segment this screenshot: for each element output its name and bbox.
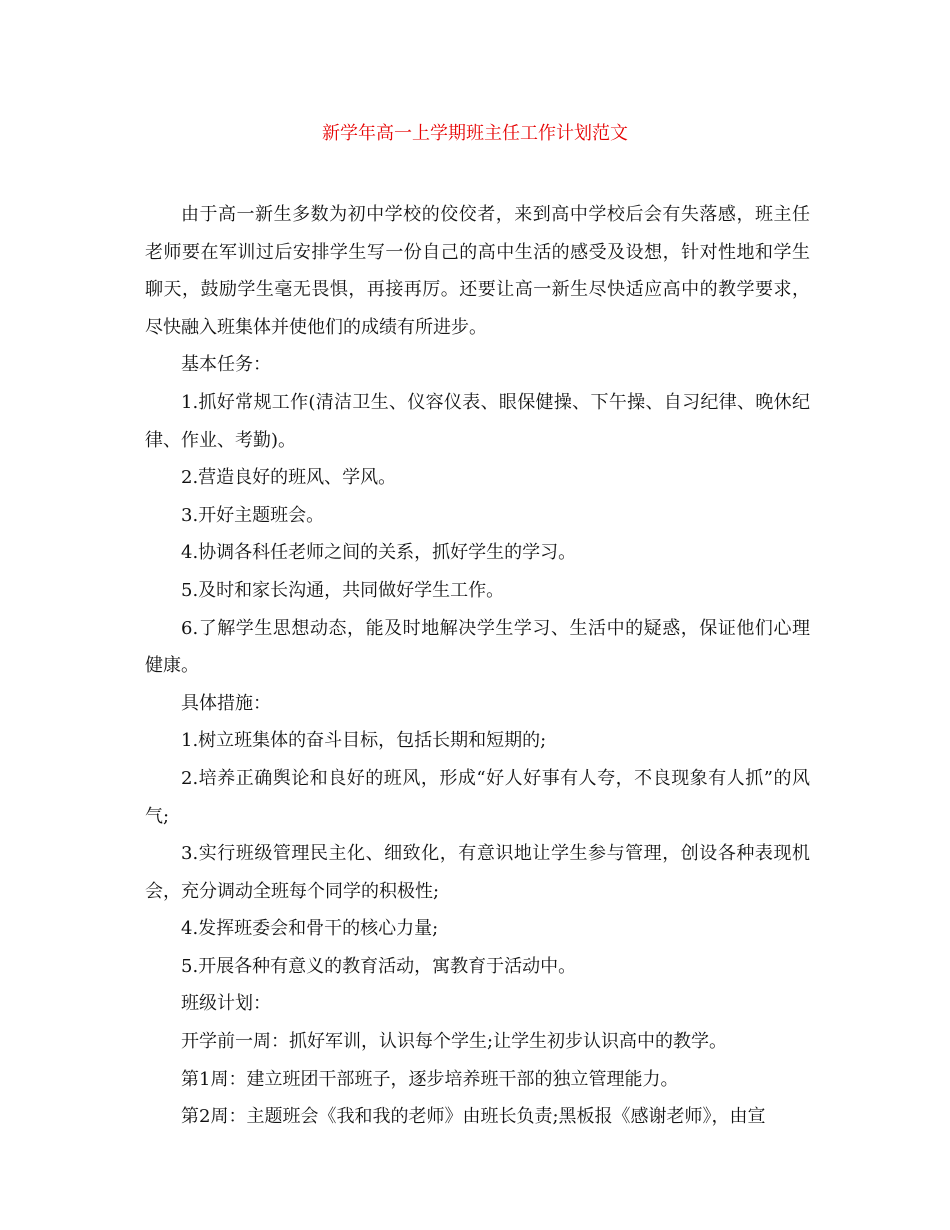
section-heading-class-plan: 班级计划： xyxy=(181,993,271,1015)
measure-item-1: 1.树立班集体的奋斗目标，包括长期和短期的; xyxy=(181,730,547,752)
section-heading-basic-tasks: 基本任务： xyxy=(181,354,271,376)
intro-paragraph: 由于高一新生多数为初中学校的佼佼者，来到高中学校后会有失落感，班主任老师要在军训过后安排学生写一份自己的高中生活的感受及设想，针对性地和学生聊天，鼓励学生毫无畏惧，再接再厉。还要让高一新生尽快适应高中的教学要求，尽快融入班集体并使他们的成绩有所进步。 xyxy=(145,204,810,338)
document-body xyxy=(145,196,810,1136)
task-item-6: 6.了解学生思想动态，能及时地解决学生学习、生活中的疑惑，保证他们心理健康。 xyxy=(145,617,810,677)
measure-item-5: 5.开展各种有意义的教育活动，寓教育于活动中。 xyxy=(181,955,577,977)
measure-item-3: 3.实行班级管理民主化、细致化，有意识地让学生参与管理，创设各种表现机会，充分调动全班每个同学的积极性; xyxy=(145,843,810,902)
document-title: 新学年高一上学期班主任工作计划范文 xyxy=(322,123,628,144)
plan-item-week-1: 第1周：建立班团干部班子，逐步培养班干部的独立管理能力。 xyxy=(181,1068,679,1090)
task-item-3: 3.开好主题班会。 xyxy=(181,504,325,526)
plan-item-pre-week: 开学前一周：抓好军训，认识每个学生;让学生初步认识高中的教学。 xyxy=(181,1031,728,1053)
task-item-2: 2.营造良好的班风、学风。 xyxy=(181,467,397,489)
measure-item-4: 4.发挥班委会和骨干的核心力量; xyxy=(181,918,439,940)
plan-item-week-2: 第2周：主题班会《我和我的老师》由班长负责;黑板报《感谢老师》，由宣 xyxy=(181,1106,766,1128)
task-item-5: 5.及时和家长沟通，共同做好学生工作。 xyxy=(181,579,505,601)
section-heading-measures: 具体措施： xyxy=(181,692,271,714)
task-item-4: 4.协调各科任老师之间的关系，抓好学生的学习。 xyxy=(181,542,577,564)
task-item-1: 1.抓好常规工作(清洁卫生、仪容仪表、眼保健操、下午操、自习纪律、晚休纪律、作业、考勤)。 xyxy=(145,391,810,451)
measure-item-2: 2.培养正确舆论和良好的班风，形成“好人好事有人夸，不良现象有人抓”的风气; xyxy=(145,767,810,827)
